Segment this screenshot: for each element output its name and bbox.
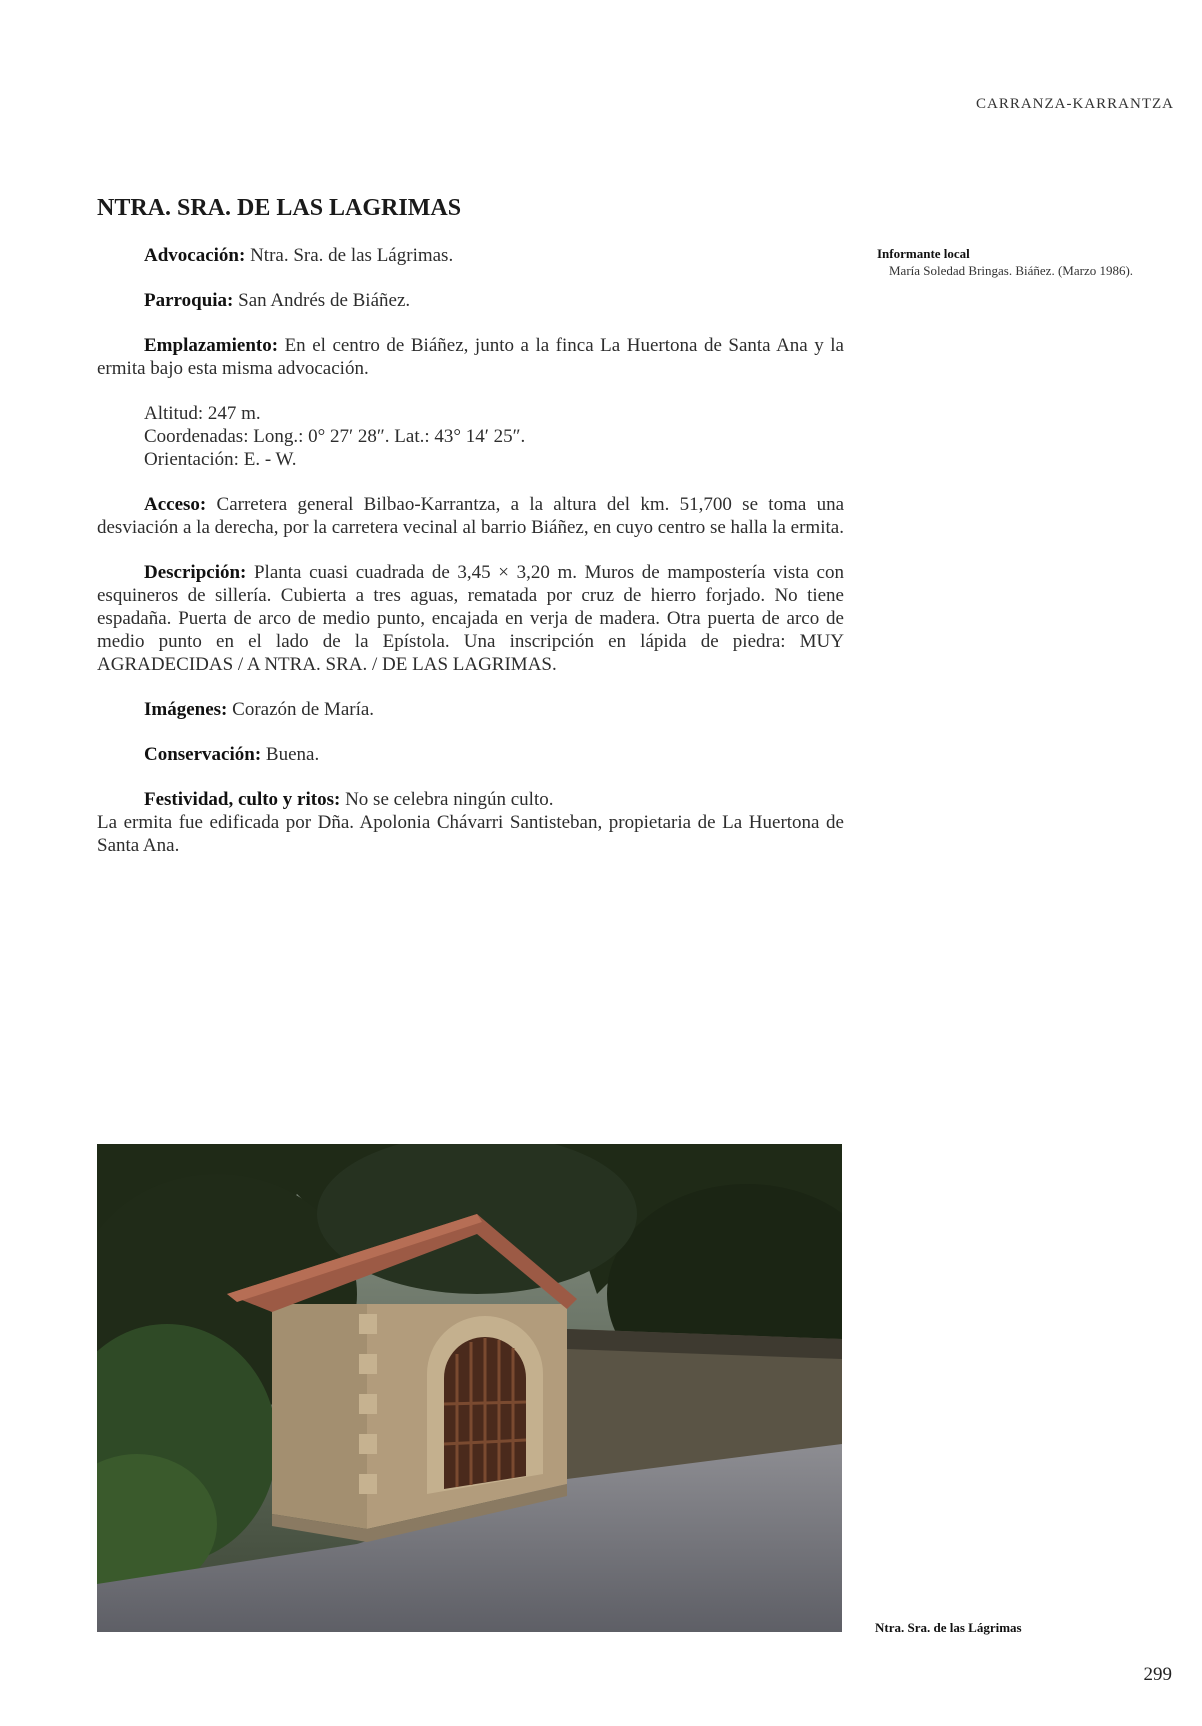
entry-body xyxy=(97,244,844,879)
running-head: CARRANZA-KARRANTZA xyxy=(976,96,1174,112)
parroquia-text: San Andrés de Biáñez. xyxy=(238,290,411,311)
coordenadas-line: Coordenadas: Long.: 0° 27′ 28″. Lat.: 43° 14′ 25″. xyxy=(144,426,526,447)
descripcion-label: Descripción: xyxy=(144,562,247,583)
acceso-label: Acceso: xyxy=(144,494,207,515)
festividad-text: No se celebra ningún culto. xyxy=(345,789,554,810)
informant-sidenote xyxy=(877,245,1177,279)
emplazamiento-text: En el centro de Biáñez, junto a la finca La Huertona de Santa Ana y la ermita bajo esta misma advocación. xyxy=(97,335,844,379)
festividad-label: Festividad, culto y ritos: xyxy=(144,789,341,810)
hermitage-photo-illustration xyxy=(97,1144,842,1632)
orientacion-line: Orientación: E. - W. xyxy=(144,449,297,470)
parroquia-paragraph xyxy=(97,289,844,312)
imagenes-label: Imágenes: xyxy=(144,699,228,720)
imagenes-text: Corazón de María. xyxy=(232,699,375,720)
advocacion-paragraph xyxy=(97,244,844,267)
conservacion-paragraph xyxy=(97,743,844,766)
festividad-paragraph xyxy=(97,788,844,811)
acceso-paragraph xyxy=(97,493,844,539)
emplazamiento-paragraph xyxy=(97,334,844,380)
page-number: 299 xyxy=(1143,1664,1172,1685)
advocacion-text: Ntra. Sra. de las Lágrimas. xyxy=(250,245,454,266)
hermitage-photo xyxy=(97,1144,842,1632)
hermitage-side-wall xyxy=(272,1304,367,1529)
closing-paragraph: La ermita fue edificada por Dña. Apolonia Chávarri Santisteban, propietaria de La Huertona de Santa Ana. xyxy=(97,812,844,856)
page-title: NTRA. SRA. DE LAS LAGRIMAS xyxy=(97,195,462,221)
altitud-line: Altitud: 247 m. xyxy=(144,403,261,424)
advocacion-label: Advocación: xyxy=(144,245,246,266)
acceso-text: Carretera general Bilbao-Karrantza, a la altura del km. 51,700 se toma una desviación a la derecha, por la carretera vecinal al barrio Biáñez, en cuyo centro se halla la ermita. xyxy=(97,494,845,538)
emplazamiento-label: Emplazamiento: xyxy=(144,335,279,356)
descripcion-paragraph xyxy=(97,561,844,676)
photo-caption: Ntra. Sra. de las Lágrimas xyxy=(875,1620,1022,1635)
imagenes-paragraph xyxy=(97,698,844,721)
parroquia-label: Parroquia: xyxy=(144,290,234,311)
descripcion-text: Planta cuasi cuadrada de 3,45 × 3,20 m. Muros de mampostería vista con esquineros de sillería. Cubierta a tres aguas, rematada por cruz de hierro forjado. No tiene espadaña. Puerta de arco de medio punto, encajada en verja de madera. Otra puerta de arco de medio punto en el lado de la Epístola. Una inscripción en lápida de piedra: MUY AGRADECIDAS / A NTRA. SRA. / DE LAS LAGRIMAS. xyxy=(97,562,844,675)
informant-heading: Informante local xyxy=(877,246,970,261)
conservacion-text: Buena. xyxy=(265,744,320,765)
conservacion-label: Conservación: xyxy=(144,744,262,765)
informant-text: María Soledad Bringas. Biáñez. (Marzo 1986). xyxy=(889,263,1134,278)
location-block xyxy=(144,402,844,471)
